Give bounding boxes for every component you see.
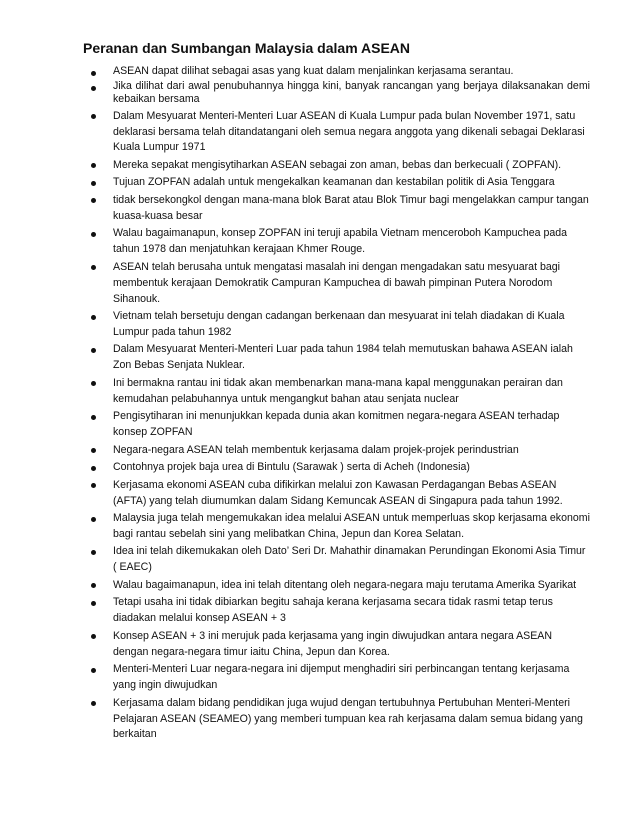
list-item: Dalam Mesyuarat Menteri-Menteri Luar ASEAN di Kuala Lumpur pada bulan November 1971, satu deklarasi bersama telah ditandatangani oleh semua negara anggota yang dikenali sebagai Deklarasi Kuala Lumpur 1971 — [0, 109, 638, 157]
bullet-icon — [91, 232, 96, 237]
bullet-icon — [91, 668, 96, 673]
bullet-icon — [91, 448, 96, 453]
list-item: Walau bagaimanapun, idea ini telah ditentang oleh negara-negara maju terutama Amerika Syarikat — [0, 578, 638, 594]
list-item: Tujuan ZOPFAN adalah untuk mengekalkan keamanan dan kestabilan politik di Asia Tenggara — [0, 175, 638, 191]
bullet-icon — [91, 265, 96, 270]
list-item: Tetapi usaha ini tidak dibiarkan begitu sahaja kerana kerjasama secara tidak rasmi tetap terus diadakan melalui konsep ASEAN + 3 — [0, 595, 638, 627]
list-item: Contohnya projek baja urea di Bintulu (Sarawak ) serta di Acheh (Indonesia) — [0, 460, 638, 476]
bullet-icon — [91, 483, 96, 488]
bullet-icon — [91, 583, 96, 588]
list-item: Pengisytiharan ini menunjukkan kepada dunia akan komitmen negara-negara ASEAN terhadap konsep ZOPFAN — [0, 409, 638, 441]
bullet-icon — [91, 415, 96, 420]
list-item: Walau bagaimanapun, konsep ZOPFAN ini teruji apabila Vietnam menceroboh Kampuchea pada tahun 1978 dan menjatuhkan kerajaan Khmer Rouge. — [0, 226, 638, 258]
bullet-icon — [91, 466, 96, 471]
bullet-icon — [91, 86, 96, 91]
list-item: Kerjasama ekonomi ASEAN cuba difikirkan melalui zon Kawasan Perdagangan Bebas ASEAN (AFTA) yang telah diumumkan dalam Sidang Kemuncak ASEAN di Singapura pada tahun 1992. — [0, 478, 638, 510]
bullet-icon — [91, 181, 96, 186]
list-item: Jika dilihat dari awal penubuhannya hingga kini, banyak rancangan yang berjaya dilaksanakan demi kebaikan bersama — [0, 80, 638, 106]
list-item: Konsep ASEAN + 3 ini merujuk pada kerjasama yang ingin diwujudkan antara negara ASEAN dengan negara-negara timur iaitu China, Jepun dan Korea. — [0, 629, 638, 661]
bullet-icon — [91, 198, 96, 203]
list-item: Ini bermakna rantau ini tidak akan membenarkan mana-mana kapal menggunakan perairan dan kemudahan pelabuhannya untuk mengangkut bahan atau senjata nuclear — [0, 376, 638, 408]
list-item: Kerjasama dalam bidang pendidikan juga wujud dengan tertubuhnya Pertubuhan Menteri-Menteri Pelajaran ASEAN (SEAMEO) yang memberi tumpuan kea rah kerjasama dalam semua bidang yang berkaitan — [0, 696, 638, 744]
bullet-icon — [91, 315, 96, 320]
bullet-icon — [91, 550, 96, 555]
bullet-list — [0, 65, 638, 745]
list-item: Menteri-Menteri Luar negara-negara ini dijemput menghadiri siri perbincangan tentang kerjasama yang ingin diwujudkan — [0, 662, 638, 694]
bullet-icon — [91, 517, 96, 522]
list-item: ASEAN telah berusaha untuk mengatasi masalah ini dengan mengadakan satu mesyuarat bagi membentuk kerajaan Demokratik Campuran Kampuchea di bawah pimpinan Putera Norodom Sihanouk. — [0, 260, 638, 308]
list-item: Dalam Mesyuarat Menteri-Menteri Luar pada tahun 1984 telah memutuskan bahawa ASEAN ialah Zon Bebas Senjata Nuklear. — [0, 342, 638, 374]
bullet-icon — [91, 381, 96, 386]
bullet-icon — [91, 163, 96, 168]
list-item: Mereka sepakat mengisytiharkan ASEAN sebagai zon aman, bebas dan berkecuali ( ZOPFAN). — [0, 158, 638, 174]
list-item: Idea ini telah dikemukakan oleh Dato’ Seri Dr. Mahathir dinamakan Perundingan Ekonomi Asia Timur ( EAEC) — [0, 544, 638, 576]
list-item: tidak bersekongkol dengan mana-mana blok Barat atau Blok Timur bagi mengelakkan campur tangan kuasa-kuasa besar — [0, 193, 638, 225]
bullet-icon — [91, 71, 96, 76]
list-item: Vietnam telah bersetuju dengan cadangan berkenaan dan mesyuarat ini telah diadakan di Kuala Lumpur pada tahun 1982 — [0, 309, 638, 341]
list-item: Malaysia juga telah mengemukakan idea melalui ASEAN untuk memperluas skop kerjasama ekonomi bagi rantau sebelah sini yang melibatkan China, Jepun dan Korea Selatan. — [0, 511, 638, 543]
bullet-icon — [91, 348, 96, 353]
page-title: Peranan dan Sumbangan Malaysia dalam ASEAN — [83, 40, 411, 56]
list-item: ASEAN dapat dilihat sebagai asas yang kuat dalam menjalinkan kerjasama serantau. — [0, 65, 638, 78]
bullet-icon — [91, 114, 96, 119]
bullet-icon — [91, 701, 96, 706]
bullet-icon — [91, 634, 96, 639]
bullet-icon — [91, 601, 96, 606]
list-item: Negara-negara ASEAN telah membentuk kerjasama dalam projek-projek perindustrian — [0, 443, 638, 459]
